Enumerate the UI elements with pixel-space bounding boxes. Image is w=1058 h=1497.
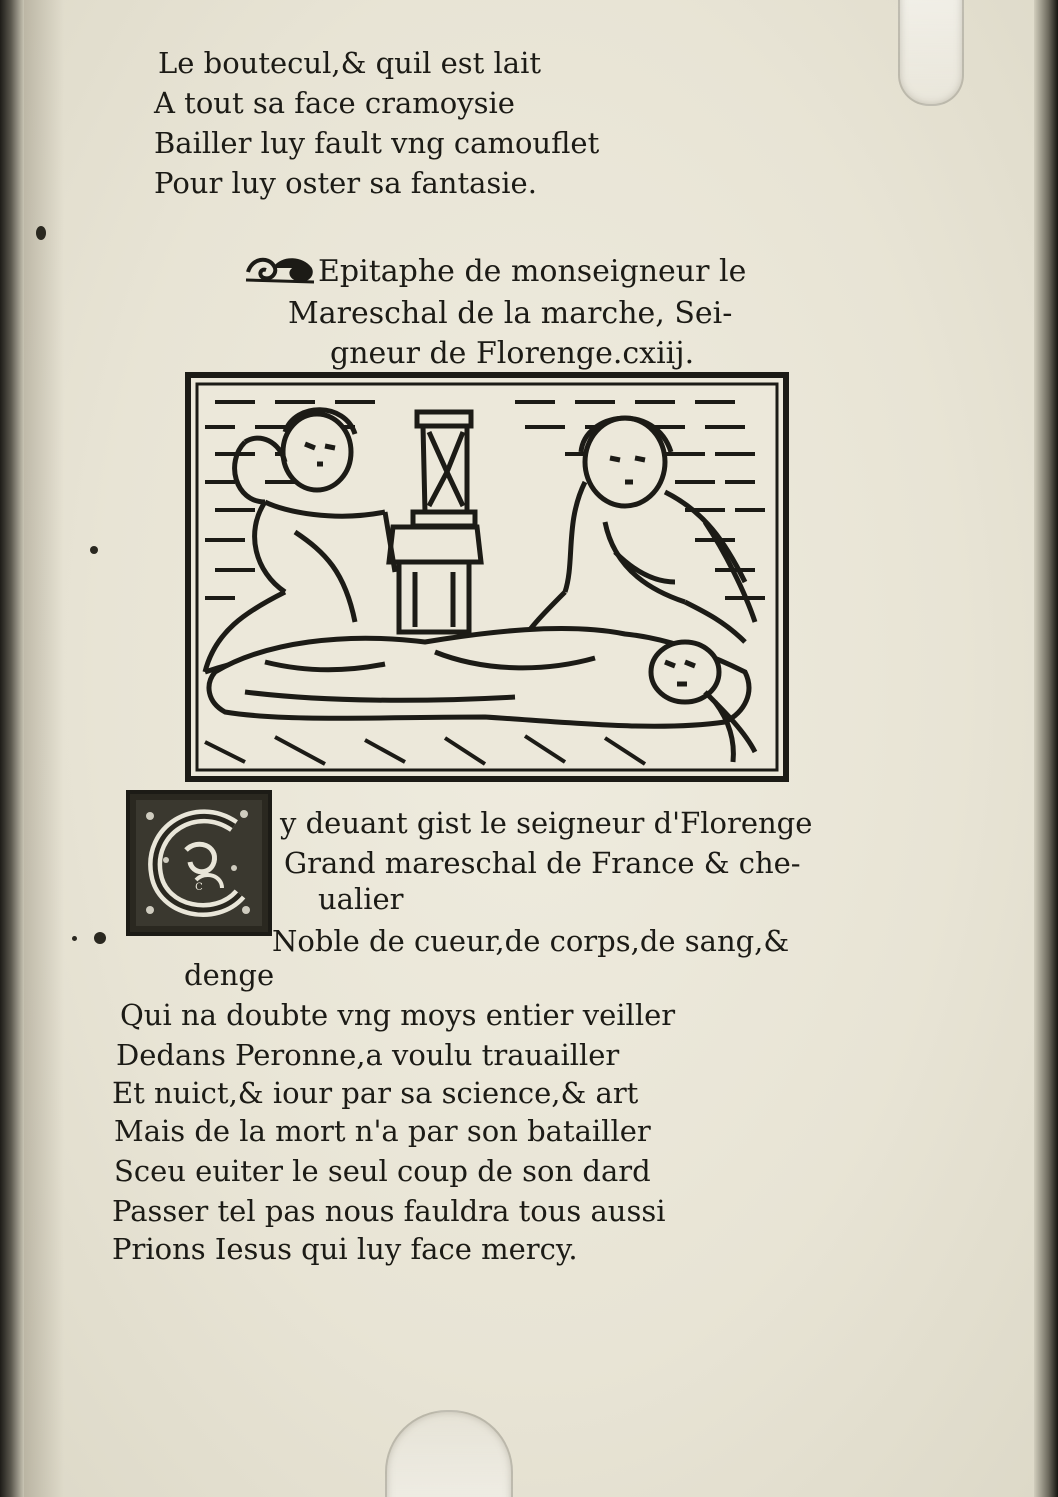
ink-speck: [94, 932, 106, 944]
epitaph-line-5: denge: [184, 958, 275, 992]
fleuron-icon: [244, 252, 316, 288]
epitaph-line-2: Grand mareschal de France & che-: [284, 846, 801, 880]
initial-letter: C: [195, 882, 203, 893]
gutter-shadow: [24, 0, 64, 1497]
page-clip-top: [898, 0, 964, 106]
epitaph-line-10: Sceu euiter le seul coup de son dard: [114, 1154, 651, 1188]
epitaph-line-7: Dedans Peronne,a voulu trauailler: [116, 1038, 620, 1072]
ink-speck: [36, 226, 46, 240]
heading-line-2: Mareschal de la marche, Sei-: [288, 296, 733, 331]
epitaph-line-1: y deuant gist le seigneur d'Florenge: [280, 806, 813, 840]
epitaph-line-3: ualier: [318, 882, 404, 916]
stanza-line-2: A tout sa face cramoysie: [154, 86, 515, 120]
epitaph-line-6: Qui na doubte vng moys entier veiller: [120, 998, 676, 1032]
epitaph-line-4: Noble de cueur,de corps,de sang,&: [272, 924, 790, 958]
right-page-edge: [1034, 0, 1058, 1497]
ink-speck: [72, 936, 77, 941]
left-page-edge: [0, 0, 24, 1497]
decorated-initial: [126, 790, 272, 936]
stanza-line-4: Pour luy oster sa fantasie.: [154, 166, 537, 200]
epitaph-line-9: Mais de la mort n'a par son batailler: [114, 1114, 651, 1148]
stanza-line-1: Le boutecul,& quil est lait: [158, 46, 542, 80]
heading-line-1: Epitaphe de monseigneur le: [318, 254, 747, 289]
heading-line-3: gneur de Florenge.cxiij.: [330, 336, 695, 371]
woodcut-illustration: [185, 372, 789, 782]
stanza-line-3: Bailler luy fault vng camouflet: [154, 126, 600, 160]
epitaph-line-8: Et nuict,& iour par sa science,& art: [112, 1076, 639, 1110]
ink-speck: [90, 546, 98, 554]
epitaph-line-11: Passer tel pas nous fauldra tous aussi: [112, 1194, 666, 1228]
epitaph-line-12: Prions Iesus qui luy face mercy.: [112, 1232, 578, 1266]
